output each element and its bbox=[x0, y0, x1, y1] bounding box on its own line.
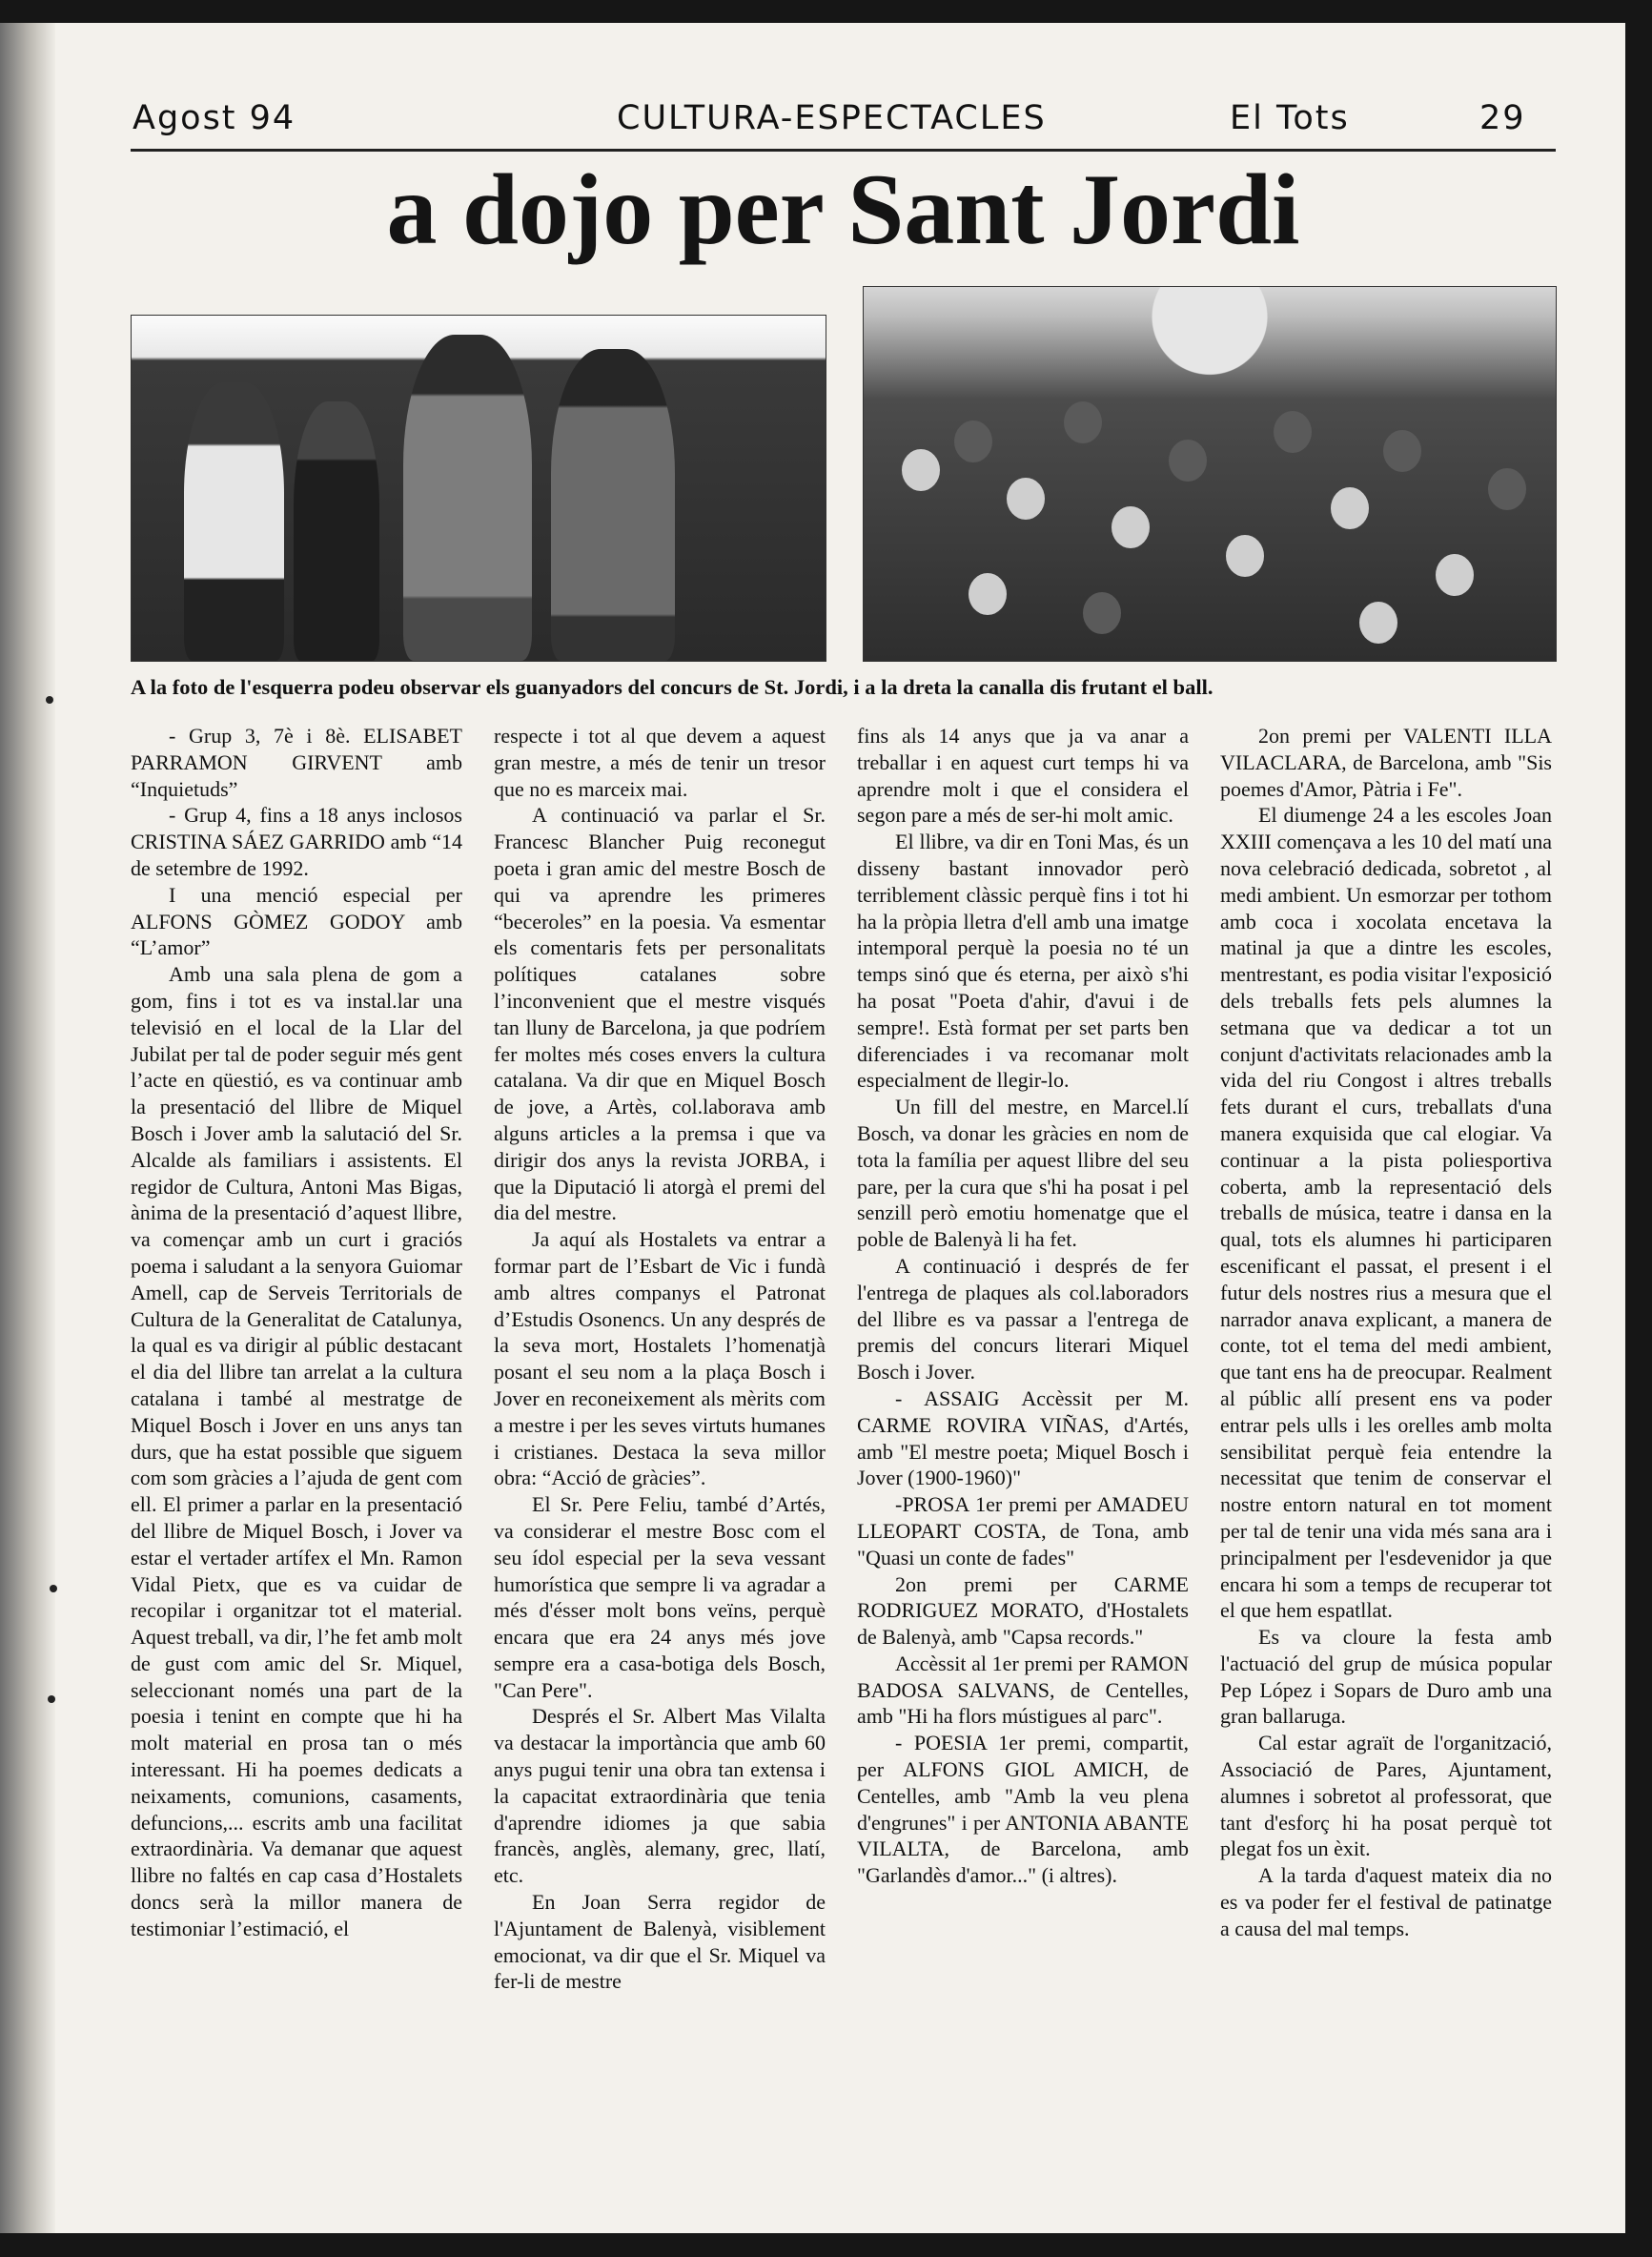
paragraph: - ASSAIG Accèssit per M. CARME ROVIRA VIÑAS, d'Artés, amb "El mestre poeta; Miquel Bosch i Jover (1900-1960)" bbox=[857, 1385, 1189, 1490]
winners-photo bbox=[131, 315, 826, 662]
dance-crowd-photo bbox=[863, 286, 1557, 662]
publication-name: El Tots bbox=[1230, 99, 1350, 137]
crowd-child bbox=[954, 421, 992, 462]
paragraph: El llibre, va dir en Toni Mas, és un disseny bastant innovador però terriblement clàssic perquè fins i tot hi ha la pròpia lletra d'ell amb una imatge intemporal perquè la poesia no té un temps sinó que és eterna, per això s'hi ha posat "Poeta d'ahir, d'avui i de sempre!. Està format per set parts ben diferenciades i va recomanar molt especialment de llegir-lo. bbox=[857, 830, 1189, 1093]
article-headline: a dojo per Sant Jordi bbox=[386, 154, 1300, 265]
crowd-child bbox=[1359, 602, 1397, 644]
figure-girl-vest bbox=[551, 349, 675, 661]
paragraph: A continuació i després de fer l'entrega de plaques als col.laboradors del llibre es va passar a l'entrega de premis del concurs literari Miquel Bosch i Jover. bbox=[857, 1253, 1189, 1385]
paragraph: A continuació va parlar el Sr. Francesc Blancher Puig reconegut poeta i gran amic del mestre Bosch de qui va aprendre les primeres “beceroles” en la poesia. Va esmentar els comentaris fets per personalitats polítiques catalanes sobre l’inconvenient que el mestre visqués tan lluny de Barcelona, ja que podríem fer moltes més coses envers la cultura catalana. Va dir que en Miquel Bosch de jove, a Artès, col.laborava amb alguns articles a la premsa i que va dirigir dos anys la revista JORBA, i que la Diputació li atorgà el premi del dia del mestre. bbox=[494, 803, 826, 1225]
photo-caption: A la foto de l'esquerra podeu observar els guanyadors del concurs de St. Jordi, i a la dreta la canalla dis frutant el ball. bbox=[131, 675, 1214, 699]
crowd-child bbox=[1274, 411, 1312, 453]
paragraph: - Grup 3, 7è i 8è. ELISABET PARRAMON GIRVENT amb “Inquietuds” bbox=[131, 724, 462, 801]
binding-hole-mark bbox=[48, 1695, 55, 1703]
crowd-child bbox=[902, 449, 940, 491]
figure-girl-denim bbox=[403, 335, 532, 661]
page-spine-shadow bbox=[0, 23, 55, 2233]
article-column-4 bbox=[1220, 723, 1552, 1942]
paragraph: Accèssit al 1er premi per RAMON BADOSA SALVANS, de Centelles, amb "Hi ha flors mústigues al parc". bbox=[857, 1651, 1189, 1729]
article-column-1 bbox=[131, 723, 462, 1942]
paragraph: En Joan Serra regidor de l'Ajuntament de Balenyà, visiblement emocionat, va dir que el Sr. Miquel va fer-li de mestre bbox=[494, 1890, 826, 1994]
paragraph: respecte i tot al que devem a aquest gran mestre, a més de tenir un tresor que no es marceix mai. bbox=[494, 724, 826, 801]
crowd-child bbox=[969, 573, 1007, 615]
figure-girl-white-vest bbox=[184, 382, 284, 661]
crowd-child bbox=[1436, 554, 1474, 596]
crowd-child bbox=[1488, 468, 1526, 510]
binding-hole-mark bbox=[46, 696, 53, 704]
crowd-child bbox=[1226, 535, 1264, 577]
figure-boy bbox=[294, 401, 379, 661]
paragraph: - POESIA 1er premi, compartit, per ALFONS GIOL AMICH, de Centelles, amb "Amb la veu plena d'engrunes" i per ANTONIA ABANTE VILALTA, de Barcelona, amb "Garlandès d'amor..." (i altres). bbox=[857, 1731, 1189, 1888]
paragraph: I una menció especial per ALFONS GÒMEZ GODOY amb “L’amor” bbox=[131, 882, 462, 960]
paragraph: - Grup 4, fins a 18 anys inclosos CRISTINA SÁEZ GARRIDO amb “14 de setembre de 1992. bbox=[131, 803, 462, 880]
crowd-child bbox=[1169, 440, 1207, 482]
crowd-child bbox=[1083, 592, 1121, 634]
paragraph: -PROSA 1er premi per AMADEU LLEOPART COSTA, de Tona, amb "Quasi un conte de fades" bbox=[857, 1492, 1189, 1570]
crowd-child bbox=[1331, 487, 1369, 529]
binding-hole-mark bbox=[50, 1585, 57, 1592]
paragraph: El Sr. Pere Feliu, també d’Artés, va considerar el mestre Bosc com el seu ídol especial per la seva vessant humorística que sempre li va agradar a més d'ésser molt bons veïns, perquè encara que era 24 anys més jove sempre era a casa-botiga dels Bosch, "Can Pere". bbox=[494, 1492, 826, 1702]
page-header bbox=[131, 95, 1556, 152]
article-column-3 bbox=[857, 723, 1189, 1889]
issue-date: Agost 94 bbox=[133, 99, 296, 137]
paragraph: A la tarda d'aquest mateix dia no es va poder fer el festival de patinatge a causa del mal temps. bbox=[1220, 1863, 1552, 1940]
paragraph: Un fill del mestre, en Marcel.lí Bosch, va donar les gràcies en nom de tota la família per aquest llibre del seu pare, per la cura que s'hi ha posat i pel senzill però emotiu homenatge que el poble de Balenyà li ha fet. bbox=[857, 1095, 1189, 1252]
crowd-child bbox=[1383, 430, 1421, 472]
article-column-2 bbox=[494, 723, 826, 1995]
paragraph: Després el Sr. Albert Mas Vilalta va destacar la importància que amb 60 anys pugui tenir una obra tan extensa i la capacitat extraordinària que tenia d'aprendre idiomes ja que sabia francès, anglès, alemany, grec, llatí, etc. bbox=[494, 1704, 826, 1888]
crowd-child bbox=[1064, 401, 1102, 443]
paragraph: Ja aquí als Hostalets va entrar a formar part de l’Esbart de Vic i fundà amb altres companys el Patronat d’Estudis Osonencs. Un any després de la seva mort, Hostalets l’homenatjà posant el seu nom a la plaça Bosch i Jover en reconeixement als mèrits com a mestre i per les seves virtuts humanes i cristianes. Destaca la seva millor obra: “Acció de gràcies”. bbox=[494, 1227, 826, 1490]
crowd-child bbox=[1112, 506, 1150, 548]
paragraph: 2on premi per CARME RODRIGUEZ MORATO, d'Hostalets de Balenyà, amb "Capsa records." bbox=[857, 1571, 1189, 1650]
paragraph: fins als 14 anys que ja va anar a treballar i en aquest curt temps hi va aprendre molt i que el considera el segon pare a més de ser-hi molt amic. bbox=[857, 724, 1189, 828]
crowd-child bbox=[1007, 478, 1045, 520]
paragraph: El diumenge 24 a les escoles Joan XXIII començava a les 10 del matí una nova celebració dedicada, sobretot , al medi ambient. Un esmorzar per tothom amb coca i xocolata encetava la matinal ja que a dintre les escoles, mentrestant, es podia visitar l'exposició dels treballs fets pels alumnes la setmana que va dedicar a tot un conjunt d'activitats relacionades amb la vida del riu Congost i altres treballs fets durant el curs, treballats d'una manera exquisida que cal elogiar. Va continuar a la pista poliesportiva coberta, amb la representació dels treballs de música, teatre i dansa en la qual, tots els alumnes hi participaren escenificant el passat, el present i el futur dels nostres rius a mesura que el narrador anava explicant, a manera de conte, tot el tema del medi ambient, que tant ens ha de preocupar. Realment al públic allí present ens va poder entrar pels ulls i les orelles amb molta sensibilitat perquè feia entendre la necessitat que tenim de conservar el nostre entorn natural en tot moment per tal de tenir una vida més sana ara i principalment per l'esdevenidor ja que encara hi som a temps de recuperar tot el que hem espatllat. bbox=[1220, 803, 1552, 1623]
paragraph: Cal estar agraït de l'organització, Associació de Pares, Ajuntament, alumnes i sobretot al professorat, que tant d'esforç hi ha posat perquè tot plegat fos un èxit. bbox=[1220, 1731, 1552, 1861]
paragraph: Amb una sala plena de gom a gom, fins i tot es va instal.lar una televisió en el local de la Llar del Jubilat per tal de poder seguir més gent l’acte en qüestió, es va continuar amb la presentació del llibre de Miquel Bosch i Jover amb la salutació del Sr. Alcalde als familiars i assistents. El regidor de Cultura, Antoni Mas Bigas, ànima de la presentació d’aquest llibre, va començar amb un curt i graciós poema i saludant a la senyora Guiomar Amell, cap de Serveis Territorials de Cultura de la Generalitat de Catalunya, la qual es va dirigir al públic destacant el dia del llibre tan arrelat a la cultura catalana i també al mestratge de Miquel Bosch i Jover en uns anys tan durs, que ha estat possible que siguem com som gràcies a l’ajuda de gent com ell. El primer a parlar en la presentació del llibre de Miquel Bosch, i Jover va estar el vertader artífex el Mn. Ramon Vidal Pietx, que es va cuidar de recopilar i organitzar tot el material. Aquest treball, va dir, l’he fet amb molt de gust com amic del Sr. Miquel, seleccionant només una part de la poesia i tenint en compte que hi ha molt material en prosa tan o més interessant. Hi ha poemes dedicats a neixaments, comunions, casaments, defuncions,... escrits amb una facilitat extraordinària. Va demanar que aquest llibre no faltés en cap casa d’Hostalets doncs serà la millor manera de testimoniar l’estimació, el bbox=[131, 962, 462, 1940]
section-name: CULTURA-ESPECTACLES bbox=[617, 99, 1047, 137]
paragraph: Es va cloure la festa amb l'actuació del grup de música popular Pep López i Sopars de Duro amb una gran ballaruga. bbox=[1220, 1625, 1552, 1729]
paragraph: 2on premi per VALENTI ILLA VILACLARA, de Barcelona, amb "Sis poemes d'Amor, Pàtria i Fe". bbox=[1220, 724, 1552, 801]
page-number: 29 bbox=[1479, 99, 1526, 137]
